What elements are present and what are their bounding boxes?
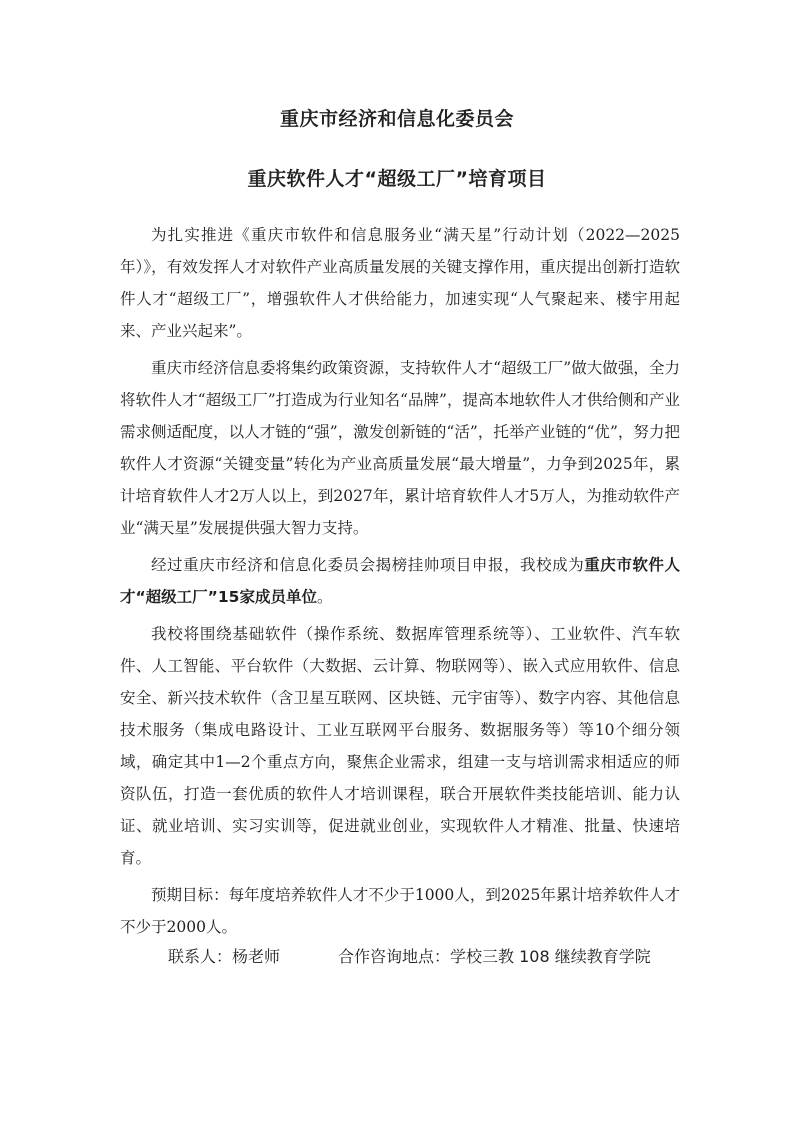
paragraph-goal: 预期目标：每年度培养软件人才不少于1000人，到2025年累计培养软件人才不少于2000人。 <box>120 886 680 936</box>
paragraph-policy: 重庆市经济信息委将集约政策资源，支持软件人才“超级工厂”做大做强，全力将软件人才“超级工厂”打造成为行业知名“品牌”，提高本地软件人才供给侧和产业需求侧适配度，以人才链的“强”，激发创新链的“活”，托举产业链的“优”，努力把软件人才资源“关键变量”转化为产业高质量发展“最大增量”，力争到2025年，累计培育软件人才2万人以上，到2027年，累计培育软件人才5万人，为推动软件产业“满天星”发展提供强大智力支持。 <box>120 359 680 537</box>
document-body <box>120 219 680 948</box>
contact-row <box>168 944 651 967</box>
paragraph-membership <box>120 549 680 613</box>
contact-person: 联系人：杨老师 <box>168 947 281 966</box>
contact-address: 合作咨询地点：学校三教 108 继续教育学院 <box>338 947 651 966</box>
paragraph-intro: 为扎实推进《重庆市软件和信息服务业“满天星”行动计划（2022—2025年）》，有效发挥人才对软件产业高质量发展的关键支撑作用，重庆提出创新打造软件人才“超级工厂”，增强软件人才供给能力，加速实现“人气聚起来、楼宇用起来、产业兴起来”。 <box>120 226 680 340</box>
membership-text: 经过重庆市经济和信息化委员会揭榜挂帅项目申报，我校成为 <box>151 556 585 574</box>
membership-end: 。 <box>316 588 333 606</box>
org-title: 重庆市经济和信息化委员会 <box>279 108 514 130</box>
membership-highlight: 重庆市软件人才“超级工厂”15家成员单位 <box>120 556 680 606</box>
project-title: 重庆软件人才“超级工厂”培育项目 <box>247 168 547 190</box>
paragraph-plan: 我校将围绕基础软件（操作系统、数据库管理系统等）、工业软件、汽车软件、人工智能、平台软件（大数据、云计算、物联网等）、嵌入式应用软件、信息安全、新兴技术软件（含卫星互联网、区块链、元宇宙等）、数字内容、其他信息技术服务（集成电路设计、工业互联网平台服务、数据服务等）等10个细分领域，确定其中1—2个重点方向，聚焦企业需求，组建一支与培训需求相适应的师资队伍，打造一套优质的软件人才培训课程，联合开展软件类技能培训、能力认证、就业培训、实习实训等，促进就业创业，实现软件人才精准、批量、快速培育。 <box>120 625 680 867</box>
